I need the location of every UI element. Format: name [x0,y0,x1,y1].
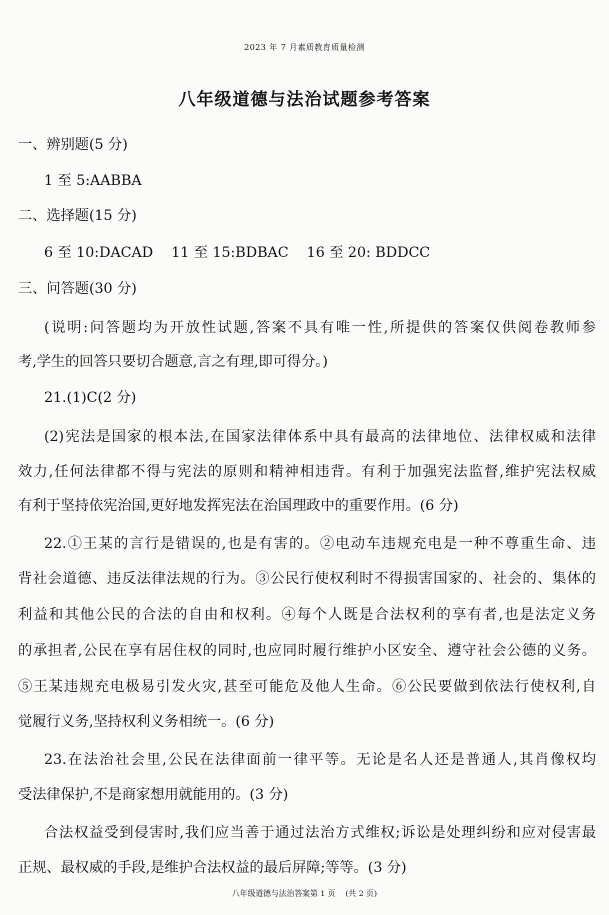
section-heading-multiple-choice: 二、选择题(15 分) [18,208,137,224]
answers-6-20: 6 至 10:DACAD 11 至 15:BDBAC 16 至 20: BDDCC [44,245,431,261]
q22-line2: 背社会道德、违反法律法规的行为。③公民行使权利时不得损害国家的、社会的、集体的 [18,571,596,587]
section-heading-discrimination: 一、辨别题(5 分) [18,137,128,153]
note-line-2: 考,学生的回答只要切合题意,言之有理,即可得分。) [18,354,328,370]
q23-line1: 23.在法治社会里,公民在法律面前一律平等。无论是名人还是普通人,其肖像权均 [44,752,596,768]
q23-line3: 合法权益受到侵害时,我们应当善于通过法治方式维权;诉讼是处理纠纷和应对侵害最 [44,825,596,841]
q23-line2: 受法律保护,不是商家想用就能用的。(3 分) [18,787,289,803]
q23-line4: 正规、最权威的手段,是维护合法权益的最后屏障;等等。(3 分) [18,860,407,876]
q22-line4: 的承担者,公民在享有居住权的同时,也应同时履行维护小区安全、遵守社会公德的义务。 [18,643,596,659]
q22-line3: 利益和其他公民的合法的自由和权利。④每个人既是合法权利的享有者,也是法定义务 [18,607,596,623]
q21-part2-line3: 有利于坚持依宪治国,更好地发挥宪法在治国理政中的重要作用。(6 分) [18,498,459,514]
exam-subtitle: 2023 年 7 月素质教育质量检测 [244,43,365,52]
answers-1-5: 1 至 5:AABBA [44,173,142,189]
section-heading-questions: 三、问答题(30 分) [18,281,137,297]
q21-part2-line2: 效力,任何法律都不得与宪法的原则和精神相违背。有利于加强宪法监督,维护宪法权威 [18,464,596,480]
page-title: 八年级道德与法治试题参考答案 [178,90,431,110]
q22-line5: ⑤王某违规充电极易引发火灾,甚至可能危及他人生命。⑥公民要做到依法行使权利,自 [18,679,596,695]
q21-part1: 21.(1)C(2 分) [44,390,137,406]
q22-line6: 觉履行义务,坚持权利义务相统一。(6 分) [18,714,275,730]
note-line-1: (说明:问答题均为开放性试题,答案不具有唯一性,所提供的答案仅供阅卷教师参 [44,320,596,336]
q21-part2-line1: (2)宪法是国家的根本法,在国家法律体系中具有最高的法律地位、法律权威和法律 [44,429,596,445]
q22-line1: 22.①王某的言行是错误的,也是有害的。②电动车违规充电是一种不尊重生命、违 [44,536,596,552]
page-footer: 八年级道德与法治答案第 1 页 (共 2 页) [232,889,377,898]
